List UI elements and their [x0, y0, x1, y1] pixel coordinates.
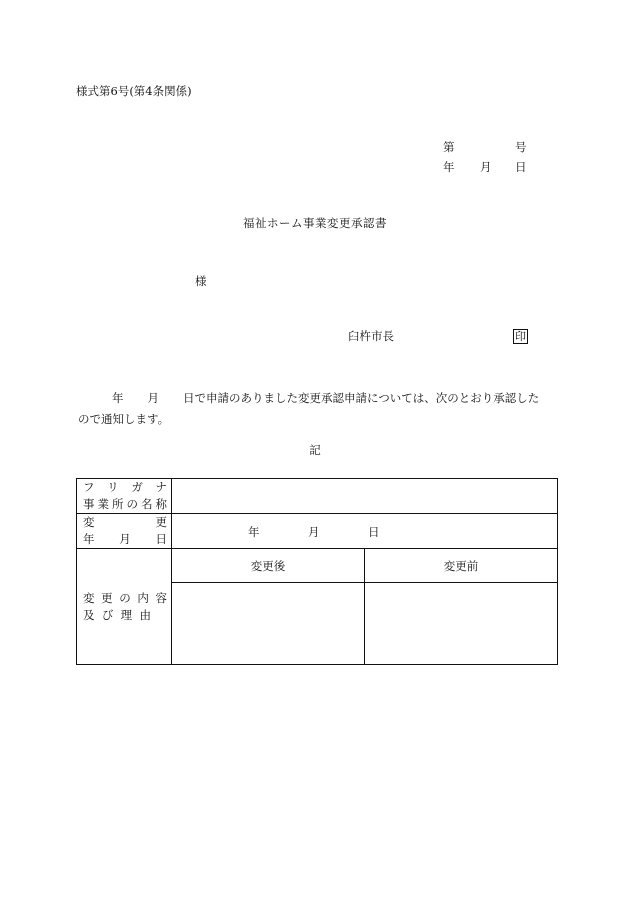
issue-date-year: 年	[443, 160, 455, 174]
body-year: 年	[112, 391, 124, 405]
change-date-label-cell	[77, 514, 172, 549]
before-content[interactable]	[365, 583, 558, 665]
body-paragraph	[78, 388, 556, 430]
addressee-suffix: 様	[195, 274, 207, 288]
issue-date-month: 月	[480, 160, 492, 174]
change-date-month: 月	[308, 525, 320, 539]
reason-label: 及 び 理 由	[83, 607, 151, 622]
doc-number-prefix: 第	[443, 140, 455, 154]
change-date-day: 日	[368, 525, 380, 539]
doc-number-suffix: 号	[515, 140, 527, 154]
office-name-label: 事 業 所 の 名 称	[83, 497, 167, 511]
change-date-year: 年	[248, 525, 260, 539]
issuer-name: 臼杵市長	[348, 329, 394, 343]
body-line: 日で申請のありました変更承認申請については、次のとおり承認した	[183, 391, 540, 405]
office-name-value[interactable]	[172, 479, 558, 514]
body-month: 月	[147, 391, 159, 405]
change-label: 変 更	[83, 515, 167, 529]
office-name-label-cell	[77, 479, 172, 514]
change-table	[76, 478, 558, 665]
issue-date-day: 日	[515, 160, 527, 174]
document-title: 福祉ホーム事業変更承認書	[243, 216, 387, 230]
content-reason-label-cell	[77, 549, 172, 665]
date-label: 年 月 日	[83, 532, 167, 546]
after-content[interactable]	[172, 583, 365, 665]
form-number: 様式第6号(第4条関係)	[76, 84, 192, 98]
seal-mark: 印	[515, 330, 526, 343]
body-line-2: ので通知します。	[78, 412, 170, 426]
after-header: 変更後	[172, 549, 365, 583]
ki-heading: 記	[309, 443, 321, 457]
furigana-label: フ リ ガ ナ	[83, 480, 167, 494]
before-header: 変更前	[365, 549, 558, 583]
change-date-value[interactable]	[172, 514, 558, 549]
content-label: 変 更 の 内 容	[83, 590, 167, 605]
